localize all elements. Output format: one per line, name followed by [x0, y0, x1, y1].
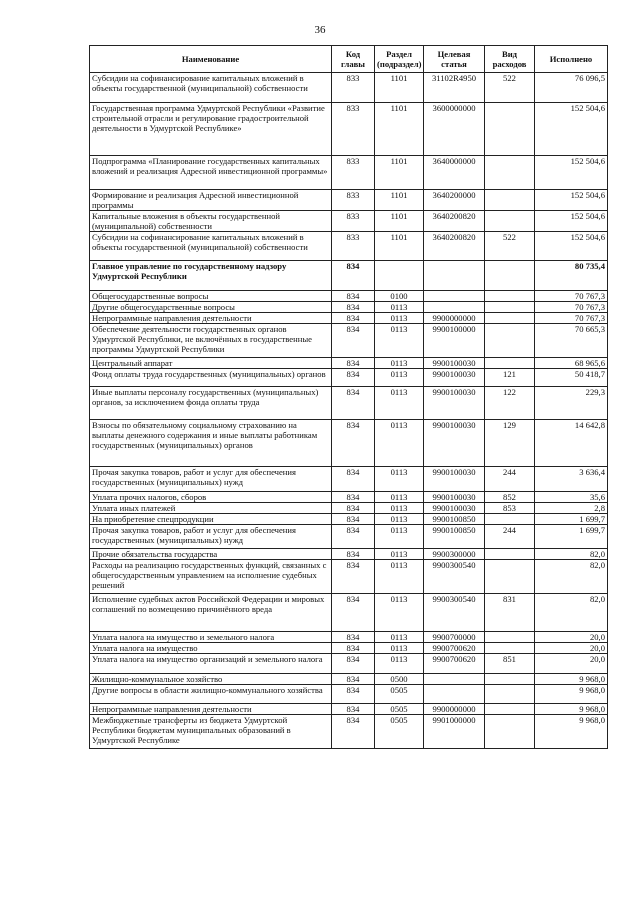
cell-executed: 70 665,3	[535, 324, 608, 358]
cell-type	[485, 291, 535, 302]
cell-name: Исполнение судебных актов Российской Федерации и мировых соглашений по возмещению причинённого вреда	[90, 594, 332, 632]
cell-section: 0505	[375, 685, 424, 704]
cell-executed: 1 699,7	[535, 514, 608, 525]
cell-executed: 76 096,5	[535, 73, 608, 103]
cell-type	[485, 261, 535, 291]
cell-type	[485, 560, 535, 594]
cell-section: 0100	[375, 291, 424, 302]
cell-target: 9900100030	[424, 420, 485, 467]
cell-section: 0113	[375, 560, 424, 594]
cell-type	[485, 211, 535, 232]
cell-code: 833	[332, 156, 375, 190]
cell-name: Общегосударственные вопросы	[90, 291, 332, 302]
cell-executed: 9 968,0	[535, 685, 608, 704]
table-row	[90, 685, 608, 704]
table-row	[90, 232, 608, 261]
table-row	[90, 190, 608, 211]
cell-target: 9900100850	[424, 525, 485, 549]
cell-name: Центральный аппарат	[90, 358, 332, 369]
cell-code: 833	[332, 103, 375, 156]
table-row	[90, 492, 608, 503]
cell-executed: 50 418,7	[535, 369, 608, 387]
cell-section: 0113	[375, 654, 424, 674]
table-row	[90, 261, 608, 291]
table-row	[90, 211, 608, 232]
cell-code: 834	[332, 420, 375, 467]
cell-section: 0113	[375, 632, 424, 643]
cell-name: Иные выплаты персоналу государственных (муниципальных) органов, за исключением фонда оплаты труда	[90, 387, 332, 420]
cell-name: Уплата налога на имущество	[90, 643, 332, 654]
cell-name: Прочие обязательства государства	[90, 549, 332, 560]
cell-section: 0113	[375, 467, 424, 492]
table-row	[90, 674, 608, 685]
cell-code: 834	[332, 632, 375, 643]
cell-code: 834	[332, 291, 375, 302]
table-row	[90, 73, 608, 103]
cell-section: 0113	[375, 313, 424, 324]
table-row	[90, 514, 608, 525]
table-row	[90, 291, 608, 302]
cell-type: 121	[485, 369, 535, 387]
cell-target: 9900100030	[424, 503, 485, 514]
cell-name: Другие общегосударственные вопросы	[90, 302, 332, 313]
cell-name: Непрограммные направления деятельности	[90, 313, 332, 324]
table-row	[90, 643, 608, 654]
cell-type: 852	[485, 492, 535, 503]
cell-executed: 152 504,6	[535, 211, 608, 232]
cell-name: Непрограммные направления деятельности	[90, 704, 332, 715]
cell-executed: 20,0	[535, 654, 608, 674]
cell-section: 1101	[375, 211, 424, 232]
cell-target: 9900100850	[424, 514, 485, 525]
cell-name: Обеспечение деятельности государственных органов Удмуртской Республики, не включённых в государственные программы Удмуртской Республики	[90, 324, 332, 358]
table-row	[90, 324, 608, 358]
cell-section: 0113	[375, 302, 424, 313]
cell-executed: 14 642,8	[535, 420, 608, 467]
cell-target: 9901000000	[424, 715, 485, 749]
cell-code: 834	[332, 654, 375, 674]
cell-code: 834	[332, 704, 375, 715]
cell-type	[485, 156, 535, 190]
cell-executed: 80 735,4	[535, 261, 608, 291]
cell-type: 853	[485, 503, 535, 514]
cell-section: 0113	[375, 324, 424, 358]
cell-type	[485, 358, 535, 369]
cell-type: 122	[485, 387, 535, 420]
cell-executed: 152 504,6	[535, 232, 608, 261]
table-row	[90, 369, 608, 387]
cell-code: 834	[332, 324, 375, 358]
cell-name: Прочая закупка товаров, работ и услуг для обеспечения государственных (муниципальных) нужд	[90, 525, 332, 549]
cell-code: 834	[332, 313, 375, 324]
cell-executed: 82,0	[535, 594, 608, 632]
cell-target	[424, 685, 485, 704]
cell-section: 0505	[375, 715, 424, 749]
cell-code: 834	[332, 358, 375, 369]
cell-type	[485, 685, 535, 704]
cell-code: 833	[332, 211, 375, 232]
cell-target: 9900100030	[424, 467, 485, 492]
table-row	[90, 632, 608, 643]
cell-type: 129	[485, 420, 535, 467]
cell-code: 834	[332, 369, 375, 387]
cell-name: Межбюджетные трансферты из бюджета Удмуртской Республики бюджетам муниципальных образований в Удмуртской Республике	[90, 715, 332, 749]
cell-code: 834	[332, 715, 375, 749]
cell-code: 834	[332, 560, 375, 594]
cell-executed: 70 767,3	[535, 291, 608, 302]
table-row	[90, 654, 608, 674]
cell-type: 244	[485, 467, 535, 492]
cell-code: 833	[332, 73, 375, 103]
cell-name: Уплата налога на имущество и земельного налога	[90, 632, 332, 643]
page-number: 36	[314, 24, 326, 36]
cell-type: 831	[485, 594, 535, 632]
cell-name: Жилищно-коммунальное хозяйство	[90, 674, 332, 685]
table-row	[90, 560, 608, 594]
table-row	[90, 302, 608, 313]
table-row	[90, 467, 608, 492]
cell-code: 834	[332, 492, 375, 503]
cell-code: 834	[332, 302, 375, 313]
header-name: Наименование	[90, 46, 332, 73]
cell-section: 0113	[375, 369, 424, 387]
cell-type	[485, 103, 535, 156]
cell-name: Прочая закупка товаров, работ и услуг для обеспечения государственных (муниципальных) нужд	[90, 467, 332, 492]
cell-section: 0113	[375, 549, 424, 560]
table-row	[90, 387, 608, 420]
cell-name: Капитальные вложения в объекты государственной (муниципальной) собственности	[90, 211, 332, 232]
cell-target	[424, 291, 485, 302]
cell-target	[424, 302, 485, 313]
cell-code: 833	[332, 190, 375, 211]
cell-target	[424, 674, 485, 685]
table-row	[90, 503, 608, 514]
cell-name: Взносы по обязательному социальному страхованию на выплаты денежного содержания и иные выплаты работникам государственных (муниципальных) органов	[90, 420, 332, 467]
table-header	[90, 46, 608, 73]
cell-target: 9900100000	[424, 324, 485, 358]
cell-executed: 9 968,0	[535, 704, 608, 715]
cell-target: 9900700620	[424, 654, 485, 674]
cell-type	[485, 302, 535, 313]
cell-code: 834	[332, 549, 375, 560]
cell-executed: 9 968,0	[535, 715, 608, 749]
cell-code: 834	[332, 594, 375, 632]
cell-code: 834	[332, 685, 375, 704]
cell-code: 834	[332, 387, 375, 420]
cell-executed: 20,0	[535, 632, 608, 643]
cell-type: 851	[485, 654, 535, 674]
cell-executed: 152 504,6	[535, 103, 608, 156]
header-code: Код главы	[332, 46, 375, 73]
cell-name: Государственная программа Удмуртской Республики «Развитие строительной отрасли и регулирование градостроительной деятельности в Удмуртской Республике»	[90, 103, 332, 156]
cell-name: Уплата прочих налогов, сборов	[90, 492, 332, 503]
cell-section: 0113	[375, 358, 424, 369]
cell-target: 3640000000	[424, 156, 485, 190]
table-row	[90, 704, 608, 715]
cell-executed: 82,0	[535, 549, 608, 560]
cell-executed: 70 767,3	[535, 302, 608, 313]
budget-table	[89, 45, 608, 749]
cell-target: 9900100030	[424, 387, 485, 420]
table-row	[90, 313, 608, 324]
header-executed: Исполнено	[535, 46, 608, 73]
cell-section: 0505	[375, 704, 424, 715]
header-type: Вид расходов	[485, 46, 535, 73]
cell-executed: 3 636,4	[535, 467, 608, 492]
cell-target: 9900100030	[424, 492, 485, 503]
cell-executed: 70 767,3	[535, 313, 608, 324]
cell-target: 3640200820	[424, 211, 485, 232]
cell-section: 0113	[375, 420, 424, 467]
cell-name: Другие вопросы в области жилищно-коммунального хозяйства	[90, 685, 332, 704]
cell-target: 9900300000	[424, 549, 485, 560]
cell-section: 0500	[375, 674, 424, 685]
cell-type: 522	[485, 232, 535, 261]
cell-section: 0113	[375, 514, 424, 525]
cell-section: 1101	[375, 103, 424, 156]
cell-name: Главное управление по государственному надзору Удмуртской Республики	[90, 261, 332, 291]
cell-target: 9900300540	[424, 560, 485, 594]
cell-name: Фонд оплаты труда государственных (муниципальных) органов	[90, 369, 332, 387]
cell-section: 0113	[375, 643, 424, 654]
cell-name: Уплата иных платежей	[90, 503, 332, 514]
cell-target: 9900000000	[424, 313, 485, 324]
cell-type	[485, 514, 535, 525]
cell-target: 9900100030	[424, 369, 485, 387]
cell-section: 1101	[375, 73, 424, 103]
cell-code: 834	[332, 261, 375, 291]
cell-code: 834	[332, 503, 375, 514]
cell-executed: 152 504,6	[535, 190, 608, 211]
cell-target: 9900100030	[424, 358, 485, 369]
cell-executed: 9 968,0	[535, 674, 608, 685]
cell-section	[375, 261, 424, 291]
cell-section: 0113	[375, 492, 424, 503]
table-row	[90, 156, 608, 190]
header-section: Раздел (подраздел)	[375, 46, 424, 73]
cell-executed: 152 504,6	[535, 156, 608, 190]
cell-target	[424, 261, 485, 291]
table-row	[90, 549, 608, 560]
cell-section: 0113	[375, 503, 424, 514]
cell-executed: 35,6	[535, 492, 608, 503]
header-target: Целевая статья	[424, 46, 485, 73]
cell-name: Расходы на реализацию государственных функций, связанных с общегосударственным управлением на исполнение судебных решений	[90, 560, 332, 594]
cell-target: 31102R4950	[424, 73, 485, 103]
cell-target: 9900000000	[424, 704, 485, 715]
cell-type	[485, 632, 535, 643]
table-row	[90, 420, 608, 467]
table-row	[90, 715, 608, 749]
cell-type	[485, 715, 535, 749]
cell-section: 0113	[375, 594, 424, 632]
table-row	[90, 103, 608, 156]
cell-section: 1101	[375, 190, 424, 211]
cell-section: 1101	[375, 232, 424, 261]
cell-section: 1101	[375, 156, 424, 190]
cell-type	[485, 704, 535, 715]
cell-code: 834	[332, 674, 375, 685]
cell-code: 834	[332, 514, 375, 525]
cell-name: Уплата налога на имущество организаций и земельного налога	[90, 654, 332, 674]
cell-name: Субсидии на софинансирование капитальных вложений в объекты государственной (муниципальной) собственности	[90, 232, 332, 261]
cell-target: 3640200000	[424, 190, 485, 211]
cell-type	[485, 190, 535, 211]
cell-code: 834	[332, 643, 375, 654]
cell-target: 9900700000	[424, 632, 485, 643]
cell-executed: 1 699,7	[535, 525, 608, 549]
cell-executed: 82,0	[535, 560, 608, 594]
cell-type	[485, 313, 535, 324]
cell-type	[485, 674, 535, 685]
cell-executed: 20,0	[535, 643, 608, 654]
cell-executed: 68 965,6	[535, 358, 608, 369]
cell-name: Подпрограмма «Планирование государственных капитальных вложений и реализация Адресной инвестиционной программы»	[90, 156, 332, 190]
cell-target: 3600000000	[424, 103, 485, 156]
cell-type: 244	[485, 525, 535, 549]
cell-section: 0113	[375, 525, 424, 549]
cell-executed: 229,3	[535, 387, 608, 420]
cell-target: 9900300540	[424, 594, 485, 632]
table-row	[90, 594, 608, 632]
cell-target: 9900700620	[424, 643, 485, 654]
cell-name: На приобретение спецпродукции	[90, 514, 332, 525]
table-row	[90, 358, 608, 369]
cell-code: 834	[332, 467, 375, 492]
cell-type	[485, 643, 535, 654]
cell-type: 522	[485, 73, 535, 103]
cell-section: 0113	[375, 387, 424, 420]
table-body	[90, 73, 608, 749]
cell-type	[485, 324, 535, 358]
table-row	[90, 525, 608, 549]
cell-type	[485, 549, 535, 560]
cell-name: Формирование и реализация Адресной инвестиционной программы	[90, 190, 332, 211]
cell-target: 3640200820	[424, 232, 485, 261]
cell-code: 834	[332, 525, 375, 549]
cell-code: 833	[332, 232, 375, 261]
cell-executed: 2,8	[535, 503, 608, 514]
cell-name: Субсидии на софинансирование капитальных вложений в объекты государственной (муниципальной) собственности	[90, 73, 332, 103]
